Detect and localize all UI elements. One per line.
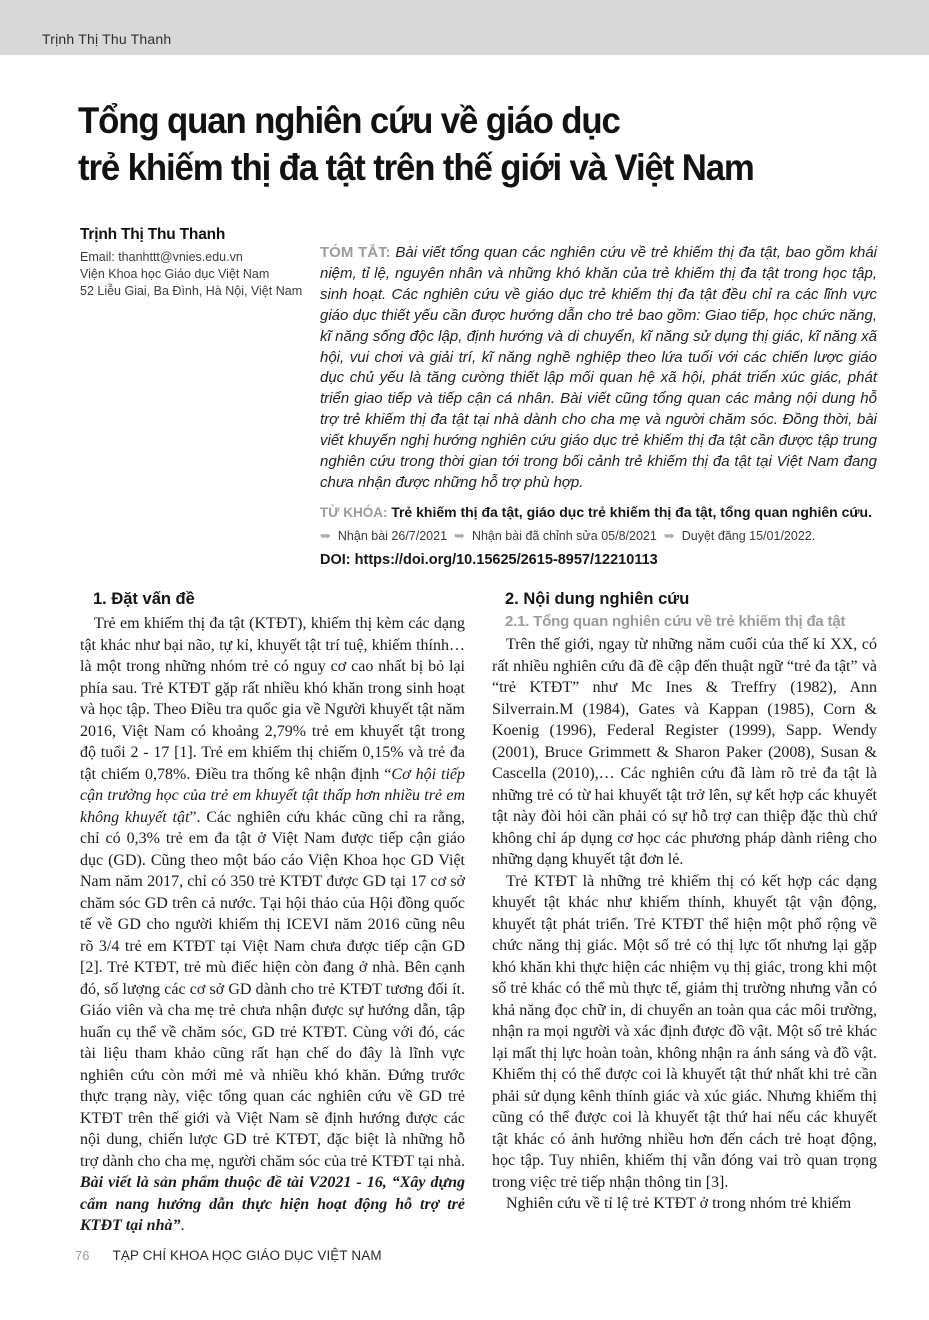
- left-column: [80, 590, 465, 1244]
- author-address: 52 Liễu Giai, Ba Đình, Hà Nội, Việt Nam: [80, 284, 303, 298]
- abstract-label: TÓM TẮT:: [320, 244, 396, 261]
- abstract-paragraph: [320, 243, 877, 494]
- section-subheading-2-1: 2.1. Tổng quan nghiên cứu về trẻ khiếm thị đa tật: [505, 613, 846, 630]
- article-title-line1: Tổng quan nghiên cứu về giáo dục: [78, 100, 620, 141]
- author-affiliation: Viện Khoa học Giáo dục Việt Nam: [80, 267, 270, 281]
- section-heading-1: 1. Đặt vấn đề: [93, 590, 195, 608]
- section-heading-2: 2. Nội dung nghiên cứu: [505, 590, 690, 608]
- author-name: Trịnh Thị Thu Thanh: [80, 226, 226, 243]
- body-paragraph: Trẻ em khiếm thị đa tật (KTĐT), khiếm thị kèm các dạng tật khác như bại não, tự kỉ, khuyết tật trí tuệ, khiếm thính… là một trong những nhóm trẻ có nguy cơ cao nhất bị bỏ lại phía sau. Trẻ KTĐT gặp rất nhiều khó khăn trong sinh hoạt và học tập. Theo Điều tra quốc gia về Người khuyết tật năm 2016, Việt Nam có khoảng 2,79% trẻ em khuyết tật trong độ tuổi 2 - 17 [1]. Trẻ em khiếm thị chiếm 0,15% và trẻ đa tật chiếm 0,78%. Điều tra thống kê nhận định “Cơ hội tiếp cận trường học của trẻ em khuyết tật thấp hơn nhiều trẻ em không khuyết tật”. Các nghiên cứu khác cũng chỉ ra rằng, chỉ có 0,3% trẻ em đa tật ở Việt Nam được tiếp cận giáo dục (GD). Cũng theo một báo cáo Viện Khoa học GD Việt Nam năm 2017, chỉ có 350 trẻ KTĐT được GD tại 17 cơ sở chăm sóc GD trên cả nước. Tại hội thảo của Hội đồng quốc tế về GD cho người khiếm thị ICEVI năm 2016 cũng nêu rõ 3/4 trẻ em KTĐT tại Việt Nam chưa được tiếp cận GD [2]. Trẻ KTĐT, trẻ mù điếc hiện còn đang ở nhà. Bên cạnh đó, số lượng các cơ sở GD dành cho trẻ KTĐT tương đối ít. Giáo viên và cha mẹ trẻ chưa nhận được sự hướng dẫn, tập huấn cụ thể về chăm sóc, GD trẻ KTĐT. Cùng với đó, các tài liệu tham khảo cũng rất hạn chế do đây là lĩnh vực nghiên cứu còn mới mẻ và nhiều khó khăn. Đứng trước thực trạng này, việc tổng quan các nghiên cứu về GD trẻ KTĐT trên thế giới và Việt Nam sẽ định hướng được các nội dung, chiến lược GD trẻ KTĐT, đặc biệt là những hỗ trợ dành cho cha mẹ, người chăm sóc của trẻ KTĐT tại nhà. Bài viết là sản phẩm thuộc đề tài V2021 - 16, “Xây dựng cẩm nang hướng dẫn thực hiện hoạt động hỗ trợ trẻ KTĐT tại nhà”.: [80, 615, 465, 1234]
- body-paragraph: Trên thế giới, ngay từ những năm cuối của thế kỉ XX, có rất nhiều nghiên cứu đã đề cập đến thuật ngữ “trẻ đa tật” và “trẻ KTĐT” như Mc Ines & Treffry (1982), Ann Silverrain.M (1984), Gates và Kappan (1985), Corn & Koenig (1996), Federal Register (1999), Sapp. Wendy (2001), Bruce Grimmett & Sharon Paker (2008), Susan & Cascella (2010),… Các nghiên cứu đã làm rõ trẻ đa tật là những trẻ có từ hai khuyết tật trở lên, sự kết hợp các khuyết tật này đòi hỏi cần phải có sự hỗ trợ can thiệp đặc thù chứ không chỉ áp dụng cơ học các phương pháp dành riêng cho những dạng khuyết tật đơn lẻ.: [492, 636, 877, 868]
- author-info-block: [80, 226, 320, 300]
- article-title-line2: trẻ khiếm thị đa tật trên thế giới và Việt Nam: [78, 146, 754, 188]
- running-header-author: Trịnh Thị Thu Thanh: [42, 31, 172, 47]
- date-accepted: Duyệt đăng 15/01/2022.: [681, 528, 816, 543]
- article-title: [78, 98, 754, 192]
- date-revised: Nhận bài đã chỉnh sửa 05/8/2021: [471, 528, 657, 543]
- abstract-section: [320, 243, 877, 568]
- body-columns: [80, 590, 877, 1244]
- page-number: 76: [75, 1248, 90, 1263]
- author-email: Email: thanhttt@vnies.edu.vn: [80, 250, 243, 264]
- body-paragraph: Trẻ KTĐT là những trẻ khiếm thị có kết hợp các dạng khuyết tật khác như khiếm thính, khuyết tật vận động, khuyết tật phát triển. Trẻ KTĐT thể hiện một phổ rộng về chức năng thị giác. Một số trẻ có thị lực tốt nhưng lại gặp khó khăn khi thực hiện các nhiệm vụ thị giác, trong khi một số trẻ khác có thể mù thực tế, giảm thị trường nhưng vẫn có khả năng đọc chữ in, di chuyển an toàn qua các môi trường, nhận ra mọi người và xác định được đồ vật. Một số trẻ khác lại mất thị lực hoàn toàn, không nhận ra ánh sáng và đồ vật. Khiếm thị có thể được coi là khuyết tật thứ nhất khi trẻ cần phải sử dụng kênh thính giác và xúc giác. Nhưng khiếm thị cũng có thể được coi là khuyết tật thứ hai nếu các khuyết tật khác có ảnh hưởng nhiều hơn đến cách trẻ hoạt động, học tập. Tuy nhiên, khiếm thị vẫn đóng vai trò quan trọng trong việc trẻ tiếp nhận thông tin [3].: [492, 872, 877, 1191]
- abstract-text: Bài viết tổng quan các nghiên cứu về trẻ khiếm thị đa tật, bao gồm khái niệm, tỉ lệ, nguyên nhân và những khó khăn của trẻ khiếm thị đa tật trong học tập, sinh hoạt. Các nghiên cứu về giáo dục trẻ khiếm thị đa tật đều chỉ ra các lĩnh vực giáo dục thiết yếu cần được hướng dẫn cho trẻ bao gồm: Giao tiếp, học chức năng, kĩ năng sống độc lập, định hướng và di chuyển, kĩ năng sử dụng thị giác, kĩ năng xã hội, vui chơi và giải trí, kĩ năng nghề nghiệp theo lứa tuổi với các chiến lược giáo dục chủ yếu là tăng cường thiết lập mối quan hệ xã hội, phát triển xúc giác, phát triển giao tiếp và tiếp cận cá nhân. Bài viết cũng tổng quan các mảng nội dung hỗ trợ trẻ khiếm thị đa tật tại nhà dành cho cha mẹ và người chăm sóc. Đồng thời, bài viết khuyến nghị hướng nghiên cứu giáo dục trẻ khiếm thị đa tật cần được tập trung nghiên cứu trong thời gian tới trong bối cảnh trẻ khiếm thị đa tật tại Việt Nam đang chưa nhận được những hỗ trợ phù hợp.: [320, 244, 877, 491]
- keywords-text: Trẻ khiếm thị đa tật, giáo dục trẻ khiếm thị đa tật, tổng quan nghiên cứu.: [391, 503, 872, 520]
- keywords-label: TỪ KHÓA:: [320, 504, 392, 520]
- arrow-icon: ➥: [454, 528, 465, 544]
- body-paragraph: Nghiên cứu về tỉ lệ trẻ KTĐT ở trong nhóm trẻ khiếm: [506, 1195, 852, 1212]
- page-footer: [75, 1248, 382, 1263]
- date-received: Nhận bài 26/7/2021: [337, 528, 448, 543]
- article-dates: [320, 529, 877, 543]
- arrow-icon: ➥: [663, 528, 675, 544]
- arrow-icon: ➥: [320, 528, 331, 544]
- journal-name: TẠP CHÍ KHOA HỌC GIÁO DỤC VIỆT NAM: [112, 1248, 382, 1263]
- doi-line: DOI: https://doi.org/10.15625/2615-8957/12210113: [320, 551, 658, 568]
- running-header-bar: [0, 0, 929, 55]
- keywords-line: [320, 503, 877, 522]
- right-column: [492, 590, 877, 1244]
